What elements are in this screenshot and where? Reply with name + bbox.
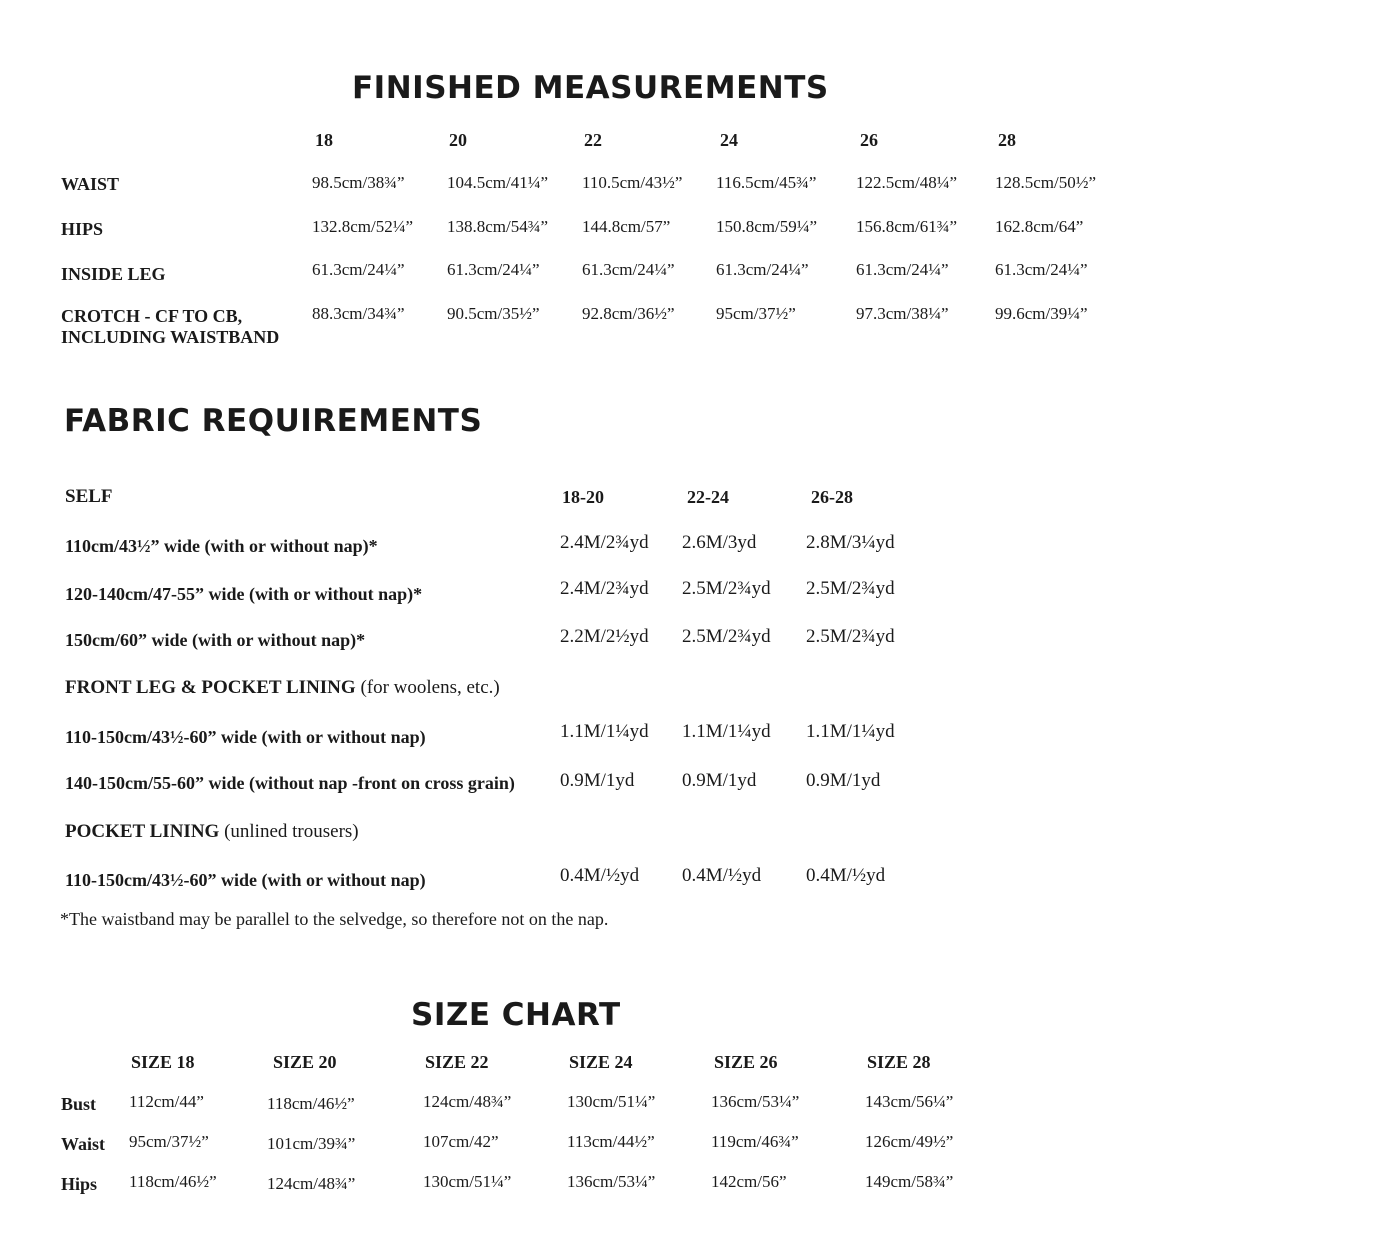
table-cell: 99.6cm/39¼” (995, 304, 1088, 323)
size-group-18-20: 18-20 (562, 487, 604, 507)
size-chart-cell: 126cm/49½” (865, 1132, 954, 1151)
pocket-lining-heading-note: (unlined trousers) (224, 821, 359, 842)
size-chart-row-label-hips: Hips (61, 1174, 98, 1194)
size-header-22: 22 (584, 130, 602, 150)
size-chart-cell: 118cm/46½” (129, 1172, 217, 1191)
size-chart-cell: 118cm/46½” (267, 1094, 355, 1113)
size-chart-cell: 136cm/53¼” (711, 1092, 800, 1111)
size-chart-header: SIZE 20 (273, 1052, 337, 1072)
table-cell: 61.3cm/24¼” (447, 260, 540, 279)
size-chart-cell: 112cm/44” (129, 1092, 204, 1111)
table-cell: 61.3cm/24¼” (582, 260, 675, 279)
row-label-crotch: CROTCH - CF TO CB, (61, 306, 243, 326)
table-cell: 162.8cm/64” (995, 217, 1084, 236)
fabric-amount: 0.4M/½yd (682, 865, 762, 886)
row-label-crotch-line2: INCLUDING WAISTBAND (61, 327, 280, 347)
waistband-footnote: *The waistband may be parallel to the selvedge, so therefore not on the nap. (60, 909, 609, 929)
size-chart-cell: 130cm/51¼” (567, 1092, 656, 1111)
size-chart-header: SIZE 28 (867, 1052, 931, 1072)
table-cell: 138.8cm/54¾” (447, 217, 549, 236)
pocket-lining-heading-label: POCKET LINING (65, 821, 220, 842)
table-cell: 88.3cm/34¾” (312, 304, 405, 323)
table-cell: 61.3cm/24¼” (856, 260, 949, 279)
size-chart-title: SIZE CHART (411, 997, 621, 1033)
size-header-18: 18 (315, 130, 333, 150)
size-chart-cell: 113cm/44½” (567, 1132, 655, 1151)
fabric-amount: 1.1M/1¼yd (682, 721, 771, 742)
fabric-amount: 0.4M/½yd (806, 865, 886, 886)
size-header-28: 28 (998, 130, 1016, 150)
size-group-22-24: 22-24 (687, 487, 729, 507)
fabric-amount: 0.4M/½yd (560, 865, 640, 886)
size-chart-header: SIZE 24 (569, 1052, 633, 1072)
size-chart-cell: 142cm/56” (711, 1172, 787, 1191)
size-chart-header: SIZE 22 (425, 1052, 489, 1072)
fabric-amount: 1.1M/1¼yd (560, 721, 649, 742)
table-cell: 90.5cm/35½” (447, 304, 540, 323)
size-chart-cell: 136cm/53¼” (567, 1172, 656, 1191)
size-chart-row-label-waist: Waist (61, 1134, 106, 1154)
size-header-20: 20 (449, 130, 467, 150)
fabric-amount: 2.4M/2¾yd (560, 532, 649, 553)
fabric-amount: 2.5M/2¾yd (806, 626, 895, 647)
table-cell: 110.5cm/43½” (582, 173, 683, 192)
table-cell: 97.3cm/38¼” (856, 304, 949, 323)
fabric-amount: 2.5M/2¾yd (682, 626, 771, 647)
size-chart-cell: 149cm/58¾” (865, 1172, 954, 1191)
table-cell: 156.8cm/61¾” (856, 217, 958, 236)
fabric-width-label: 110-150cm/43½-60” wide (with or without nap) (65, 870, 426, 890)
fabric-amount: 0.9M/1yd (806, 770, 881, 791)
table-cell: 61.3cm/24¼” (716, 260, 809, 279)
table-cell: 116.5cm/45¾” (716, 173, 817, 192)
size-chart-row-label-bust: Bust (61, 1094, 97, 1114)
table-cell: 61.3cm/24¼” (312, 260, 405, 279)
table-cell: 122.5cm/48¼” (856, 173, 958, 192)
table-cell: 128.5cm/50½” (995, 173, 1097, 192)
pocket-lining-heading (65, 821, 359, 843)
size-group-26-28: 26-28 (811, 487, 853, 507)
fabric-amount: 2.2M/2½yd (560, 626, 649, 647)
size-chart-cell: 107cm/42” (423, 1132, 499, 1151)
table-cell: 98.5cm/38¾” (312, 173, 405, 192)
table-cell: 132.8cm/52¼” (312, 217, 414, 236)
fabric-width-label: 150cm/60” wide (with or without nap)* (65, 630, 366, 650)
front-leg-heading-label: FRONT LEG & POCKET LINING (65, 677, 356, 698)
size-chart-header: SIZE 18 (131, 1052, 195, 1072)
front-leg-heading-note: (for woolens, etc.) (360, 677, 500, 698)
fabric-amount: 2.5M/2¾yd (806, 578, 895, 599)
row-label-waist: WAIST (61, 174, 120, 194)
size-chart-cell: 143cm/56¼” (865, 1092, 954, 1111)
finished-measurements-title: FINISHED MEASUREMENTS (352, 70, 829, 106)
fabric-width-label: 110-150cm/43½-60” wide (with or without nap) (65, 727, 426, 747)
fabric-amount: 2.4M/2¾yd (560, 578, 649, 599)
table-cell: 150.8cm/59¼” (716, 217, 818, 236)
row-label-inside-leg: INSIDE LEG (61, 264, 166, 284)
fabric-amount: 2.5M/2¾yd (682, 578, 771, 599)
row-label-hips: HIPS (61, 219, 104, 239)
fabric-width-label: 120-140cm/47-55” wide (with or without nap)* (65, 584, 423, 604)
fabric-amount: 1.1M/1¼yd (806, 721, 895, 742)
size-header-26: 26 (860, 130, 878, 150)
table-cell: 95cm/37½” (716, 304, 796, 323)
fabric-amount: 2.6M/3yd (682, 532, 757, 553)
fabric-requirements-title: FABRIC REQUIREMENTS (64, 403, 483, 439)
size-chart-cell: 101cm/39¾” (267, 1134, 356, 1153)
self-heading: SELF (65, 486, 113, 507)
table-cell: 92.8cm/36½” (582, 304, 675, 323)
size-chart-header: SIZE 26 (714, 1052, 778, 1072)
fabric-width-label: 110cm/43½” wide (with or without nap)* (65, 536, 378, 556)
size-chart-cell: 130cm/51¼” (423, 1172, 512, 1191)
fabric-amount: 0.9M/1yd (682, 770, 757, 791)
fabric-width-label: 140-150cm/55-60” wide (without nap -front on cross grain) (65, 773, 515, 793)
table-cell: 61.3cm/24¼” (995, 260, 1088, 279)
fabric-amount: 0.9M/1yd (560, 770, 635, 791)
fabric-amount: 2.8M/3¼yd (806, 532, 895, 553)
table-cell: 144.8cm/57” (582, 217, 671, 236)
size-chart-cell: 95cm/37½” (129, 1132, 209, 1151)
front-leg-heading (65, 677, 500, 699)
table-cell: 104.5cm/41¼” (447, 173, 549, 192)
size-header-24: 24 (720, 130, 738, 150)
size-chart-cell: 119cm/46¾” (711, 1132, 799, 1151)
size-chart-cell: 124cm/48¾” (423, 1092, 512, 1111)
size-chart-cell: 124cm/48¾” (267, 1174, 356, 1193)
